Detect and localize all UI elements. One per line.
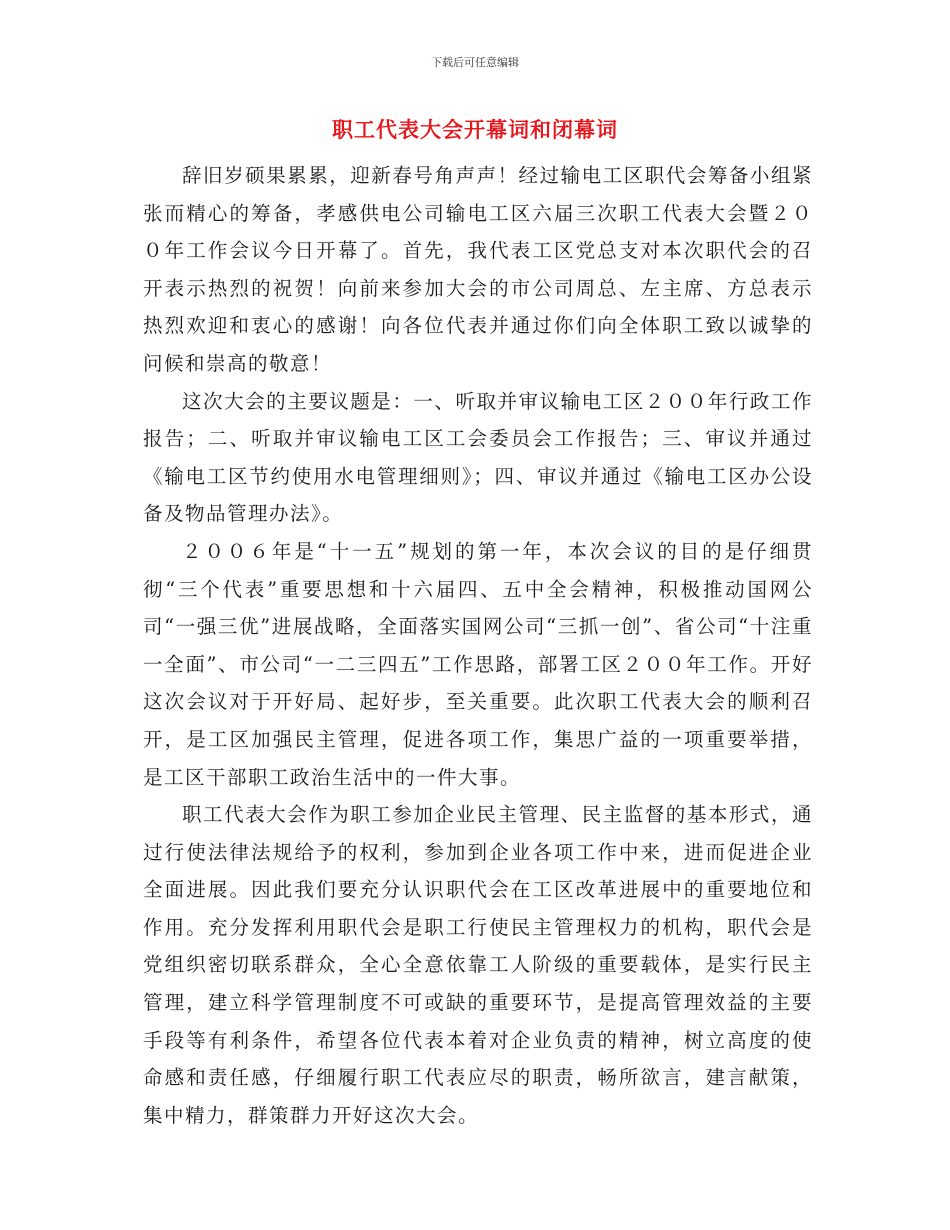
document-title: 职工代表大会开幕词和闭幕词 — [332, 117, 618, 142]
paragraph-agenda: 这次大会的主要议题是：一、听取并审议输电工区２００年行政工作报告；二、听取并审议输电工区工会委员会工作报告；三、审议并通过《输电工区节约使用水电管理细则》；四、审议并通过《输电工区办公设备及物品管理办法》。 — [143, 389, 813, 526]
paragraph-role: 职工代表大会作为职工参加企业民主管理、民主监督的基本形式，通过行使法律法规给予的权利，参加到企业各项工作中来，进而促进企业全面进展。因此我们要充分认识职代会在工区改革进展中的重要地位和作用。充分发挥利用职代会是职工行使民主管理权力的机构，职代会是党组织密切联系群众，全心全意依靠工人阶级的重要载体，是实行民主管理，建立科学管理制度不可或缺的重要环节，是提高管理效益的主要手段等有利条件，希望各位代表本着对企业负责的精神，树立高度的使命感和责任感，仔细履行职工代表应尽的职责，畅所欲言，建言献策，集中精力，群策群力开好这次大会。 — [143, 803, 813, 1127]
paragraph-purpose: ２００６年是“十一五”规划的第一年，本次会议的目的是仔细贯彻“三个代表”重要思想和十六届四、五中全会精神，积极推动国网公司“一强三优”进展战略，全面落实国网公司“三抓一创”、省公司“十注重一全面”、市公司“一二三四五”工作思路，部署工区２００年工作。开好这次会议对于开好局、起好步，至关重要。此次职工代表大会的顺利召开，是工区加强民主管理，促进各项工作，集思广益的一项重要举措，是工区干部职工政治生活中的一件大事。 — [143, 539, 813, 789]
paragraph-opening: 辞旧岁硕果累累，迎新春号角声声！经过输电工区职代会筹备小组紧张而精心的筹备，孝感供电公司输电工区六届三次职工代表大会暨２００年工作会议今日开幕了。首先，我代表工区党总支对本次职代会的召开表示热烈的祝贺！向前来参加大会的市公司周总、左主席、方总表示热烈欢迎和衷心的感谢！向各位代表并通过你们向全体职工致以诚挚的问候和崇高的敬意！ — [143, 164, 813, 375]
header-note: 下载后可任意编辑 — [431, 56, 519, 69]
document-body — [143, 157, 813, 1134]
